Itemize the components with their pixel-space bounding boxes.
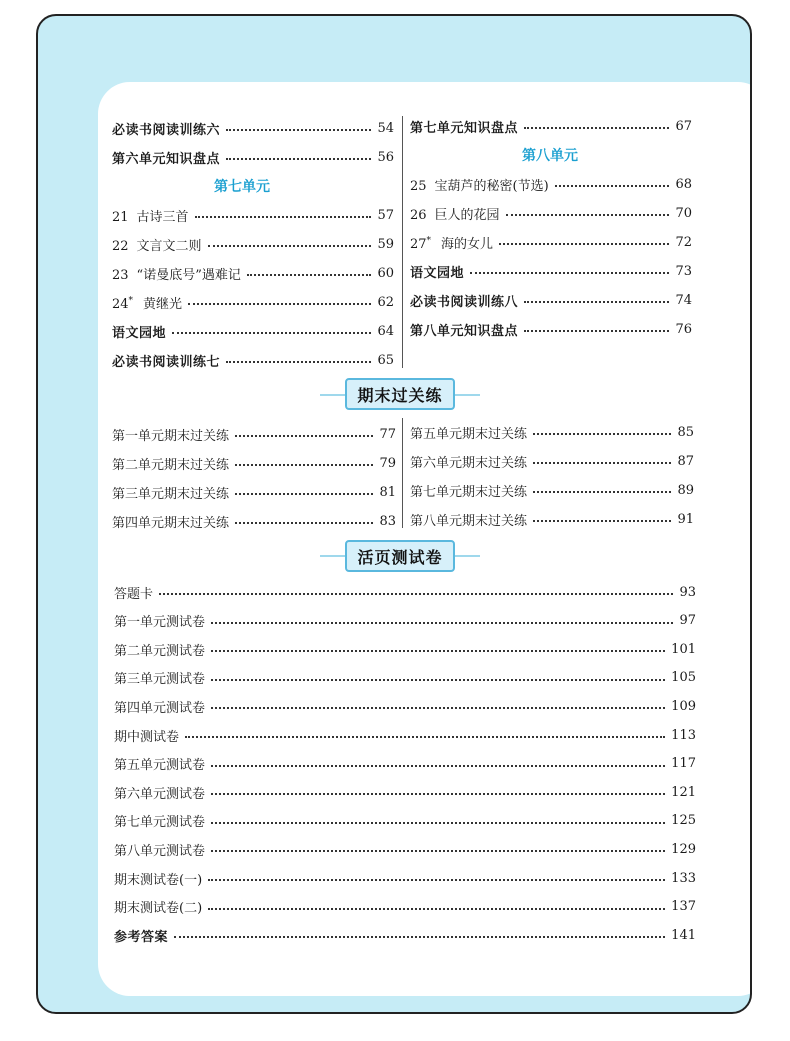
toc-entry[interactable]	[410, 480, 694, 500]
dot-leader	[533, 491, 671, 493]
lesson-number: 21	[112, 209, 129, 225]
toc-entry[interactable]	[112, 205, 394, 225]
toc-entry[interactable]	[112, 424, 396, 444]
toc-entry-title	[410, 204, 500, 223]
toc-entry[interactable]	[410, 451, 694, 471]
toc-entry-title	[114, 840, 205, 859]
dot-leader	[235, 493, 373, 495]
dot-leader	[211, 793, 665, 795]
toc-entry-title	[410, 233, 493, 252]
toc-entry-text: 第六单元测试卷	[114, 786, 206, 802]
toc-entry-text: 必读书阅读训练六	[112, 122, 221, 138]
toc-entry[interactable]	[114, 811, 696, 831]
toc-entry-title	[114, 726, 179, 745]
dot-leader	[470, 272, 669, 274]
page-number: 91	[677, 511, 694, 527]
page-number: 73	[675, 263, 692, 279]
lesson-number: 23	[112, 267, 129, 283]
page-number: 81	[379, 484, 396, 500]
page-number: 85	[677, 424, 694, 440]
toc-entry-title	[114, 869, 202, 888]
page-number: 109	[671, 698, 696, 714]
toc-entry[interactable]	[114, 897, 696, 917]
toc-entry-text: 海的女儿	[441, 236, 494, 252]
toc-entry-text: 语文园地	[112, 325, 167, 341]
dot-leader	[506, 214, 670, 216]
toc-entry[interactable]	[114, 725, 696, 745]
toc-entry-title	[114, 926, 168, 945]
toc-entry-title	[112, 512, 229, 531]
toc-entry-title	[410, 175, 549, 194]
column-divider-final	[402, 418, 403, 528]
page-number: 64	[377, 323, 394, 339]
page-number: 121	[671, 784, 696, 800]
optional-lesson-mark: *	[128, 295, 134, 306]
toc-entry-text: 期中测试卷	[114, 729, 180, 745]
toc-entry-text: 第八单元测试卷	[114, 843, 206, 859]
section-title-final-practice: 期末过关练	[345, 378, 455, 410]
toc-entry-title	[112, 425, 229, 444]
lesson-number: 27*	[410, 235, 432, 252]
page-number: 70	[675, 205, 692, 221]
dot-leader	[211, 765, 665, 767]
toc-entry-text: 第八单元知识盘点	[410, 323, 519, 339]
toc-entry-text: 必读书阅读训练七	[112, 354, 221, 370]
toc-entry-title	[112, 293, 182, 312]
toc-entry[interactable]	[112, 511, 396, 531]
dot-leader	[235, 522, 373, 524]
dot-leader	[524, 127, 669, 129]
page-number: 133	[671, 870, 696, 886]
toc-entry[interactable]	[114, 868, 696, 888]
toc-entry-text: 文言文二则	[136, 238, 202, 254]
toc-entry[interactable]	[410, 174, 692, 194]
page-number: 113	[671, 727, 696, 743]
toc-entry-text: 第二单元测试卷	[114, 643, 206, 659]
toc-entry[interactable]	[112, 482, 396, 502]
dot-leader	[159, 593, 673, 595]
toc-entry[interactable]	[112, 453, 396, 473]
page-number: 54	[377, 120, 394, 136]
dot-leader	[208, 879, 665, 881]
toc-entry-text: 黄继光	[143, 296, 183, 312]
unit-heading: 第八单元	[522, 148, 578, 164]
dot-leader	[226, 158, 371, 160]
page-number: 137	[671, 899, 696, 915]
toc-entry-text: 必读书阅读训练八	[410, 294, 519, 310]
toc-entry-title	[410, 423, 527, 442]
toc-entry[interactable]	[410, 509, 694, 529]
page-number: 62	[377, 294, 394, 310]
dot-leader	[499, 243, 669, 245]
toc-entry-title	[410, 117, 518, 136]
toc-entry-title	[112, 206, 189, 225]
toc-entry-title	[410, 510, 527, 529]
toc-entry[interactable]	[410, 232, 692, 252]
toc-entry-text: 宝葫芦的秘密(节选)	[434, 178, 549, 194]
toc-entry-title	[114, 640, 205, 659]
page-number: 68	[675, 176, 692, 192]
lesson-number: 22	[112, 238, 129, 254]
page-number: 93	[679, 584, 696, 600]
toc-entry[interactable]	[112, 118, 394, 138]
toc-entry-text: 第三单元期末过关练	[112, 486, 230, 502]
toc-entry[interactable]	[112, 350, 394, 370]
dot-leader	[533, 520, 671, 522]
toc-entry-title	[112, 119, 220, 138]
toc-entry-text: 第三单元测试卷	[114, 672, 206, 688]
toc-entry-title	[114, 583, 153, 602]
toc-entry[interactable]	[410, 203, 692, 223]
toc-entry-text: 第一单元期末过关练	[112, 428, 230, 444]
page-number: 129	[671, 841, 696, 857]
toc-entry-text: “诺曼底号”遇难记	[136, 267, 241, 283]
toc-entry-text: 第六单元知识盘点	[112, 151, 221, 167]
dot-leader	[533, 462, 671, 464]
dot-leader	[211, 707, 665, 709]
dot-leader	[172, 332, 371, 334]
toc-entry-text: 第五单元测试卷	[114, 758, 206, 774]
toc-entry-title	[112, 264, 241, 283]
page-number: 74	[675, 292, 692, 308]
toc-entry-text: 第一单元测试卷	[114, 615, 206, 631]
dot-leader	[533, 433, 671, 435]
toc-entry-title	[410, 452, 527, 471]
toc-entry[interactable]	[410, 422, 694, 442]
dot-leader	[555, 185, 670, 187]
toc-entry[interactable]	[114, 754, 696, 774]
page-number: 79	[379, 455, 396, 471]
toc-entry[interactable]	[410, 319, 692, 339]
toc-entry-text: 第四单元测试卷	[114, 700, 206, 716]
page-number: 89	[677, 482, 694, 498]
dot-leader	[235, 435, 373, 437]
toc-entry-title	[112, 235, 202, 254]
page-number: 97	[679, 613, 696, 629]
page-number: 67	[675, 118, 692, 134]
page-number: 101	[671, 641, 696, 657]
dot-leader	[524, 330, 669, 332]
toc-entry-text: 参考答案	[114, 929, 169, 945]
toc-entry-title	[410, 320, 518, 339]
toc-entry-title	[410, 481, 527, 500]
toc-entry[interactable]	[112, 263, 394, 283]
dot-leader	[188, 303, 371, 305]
dot-leader	[211, 622, 673, 624]
lesson-number: 25	[410, 178, 427, 194]
toc-entry[interactable]	[114, 668, 696, 688]
page-number: 117	[671, 756, 696, 772]
toc-entry[interactable]	[112, 292, 394, 312]
page-number: 65	[377, 352, 394, 368]
column-divider-top	[402, 116, 403, 368]
toc-entry-title	[114, 897, 202, 916]
dot-leader	[524, 301, 669, 303]
toc-entry[interactable]	[114, 782, 696, 802]
toc-entry-title	[114, 754, 205, 773]
toc-entry[interactable]	[114, 611, 696, 631]
toc-entry-title	[114, 611, 205, 630]
page-number: 83	[379, 513, 396, 529]
dot-leader	[247, 274, 372, 276]
toc-entry-text: 第二单元期末过关练	[112, 457, 230, 473]
page-number: 60	[377, 265, 394, 281]
toc-entry[interactable]	[114, 582, 696, 602]
dot-leader	[211, 650, 665, 652]
dot-leader	[211, 822, 665, 824]
toc-entry-text: 第七单元期末过关练	[410, 484, 528, 500]
toc-entry-text: 古诗三首	[136, 209, 189, 225]
page-number: 87	[677, 453, 694, 469]
toc-entry-text: 巨人的花园	[434, 207, 500, 223]
dot-leader	[226, 129, 371, 131]
page-number: 141	[671, 927, 696, 943]
toc-entry-text: 第六单元期末过关练	[410, 455, 528, 471]
toc-entry-title	[410, 262, 464, 281]
dot-leader	[208, 245, 372, 247]
lesson-number: 26	[410, 207, 427, 223]
dot-leader	[185, 736, 665, 738]
toc-entry[interactable]	[112, 321, 394, 341]
toc-entry-text: 期末测试卷(一)	[114, 872, 203, 888]
dot-leader	[208, 908, 665, 910]
toc-entry[interactable]	[410, 261, 692, 281]
unit-heading: 第七单元	[214, 179, 270, 195]
page-number: 105	[671, 670, 696, 686]
toc-entry[interactable]	[112, 147, 394, 167]
toc-entry-text: 第七单元测试卷	[114, 815, 206, 831]
page-number: 59	[377, 236, 394, 252]
toc-entry-title	[112, 351, 220, 370]
toc-entry-title	[112, 483, 229, 502]
toc-entry[interactable]	[114, 839, 696, 859]
page-number: 77	[379, 426, 396, 442]
toc-entry-title	[114, 783, 205, 802]
toc-entry-text: 第五单元期末过关练	[410, 426, 528, 442]
section-title-test-papers: 活页测试卷	[345, 540, 455, 572]
page-number: 57	[377, 207, 394, 223]
toc-entry-text: 语文园地	[410, 265, 465, 281]
toc-entry-text: 答题卡	[114, 586, 154, 602]
toc-entry-text: 第八单元期末过关练	[410, 513, 528, 529]
toc-entry-title	[114, 697, 205, 716]
dot-leader	[174, 936, 665, 938]
toc-entry[interactable]	[112, 234, 394, 254]
page-number: 56	[377, 149, 394, 165]
toc-entry-title	[112, 454, 229, 473]
toc-entry[interactable]	[114, 696, 696, 716]
toc-entry-title	[114, 811, 205, 830]
toc-entry-text: 期末测试卷(二)	[114, 901, 203, 917]
dot-leader	[195, 216, 372, 218]
lesson-number: 24*	[112, 295, 134, 312]
toc-entry[interactable]	[114, 925, 696, 945]
dot-leader	[211, 850, 665, 852]
toc-entry[interactable]	[410, 290, 692, 310]
dot-leader	[211, 679, 665, 681]
toc-entry-text: 第七单元知识盘点	[410, 120, 519, 136]
optional-lesson-mark: *	[426, 235, 432, 246]
toc-entry-title	[112, 148, 220, 167]
page-number: 125	[671, 813, 696, 829]
page-number: 72	[675, 234, 692, 250]
toc-entry-title	[112, 322, 166, 341]
toc-entry-title	[410, 291, 518, 310]
dot-leader	[226, 361, 371, 363]
toc-entry[interactable]	[114, 639, 696, 659]
page-number: 76	[675, 321, 692, 337]
dot-leader	[235, 464, 373, 466]
toc-entry-title	[114, 668, 205, 687]
toc-entry[interactable]	[410, 116, 692, 136]
toc-entry-text: 第四单元期末过关练	[112, 515, 230, 531]
